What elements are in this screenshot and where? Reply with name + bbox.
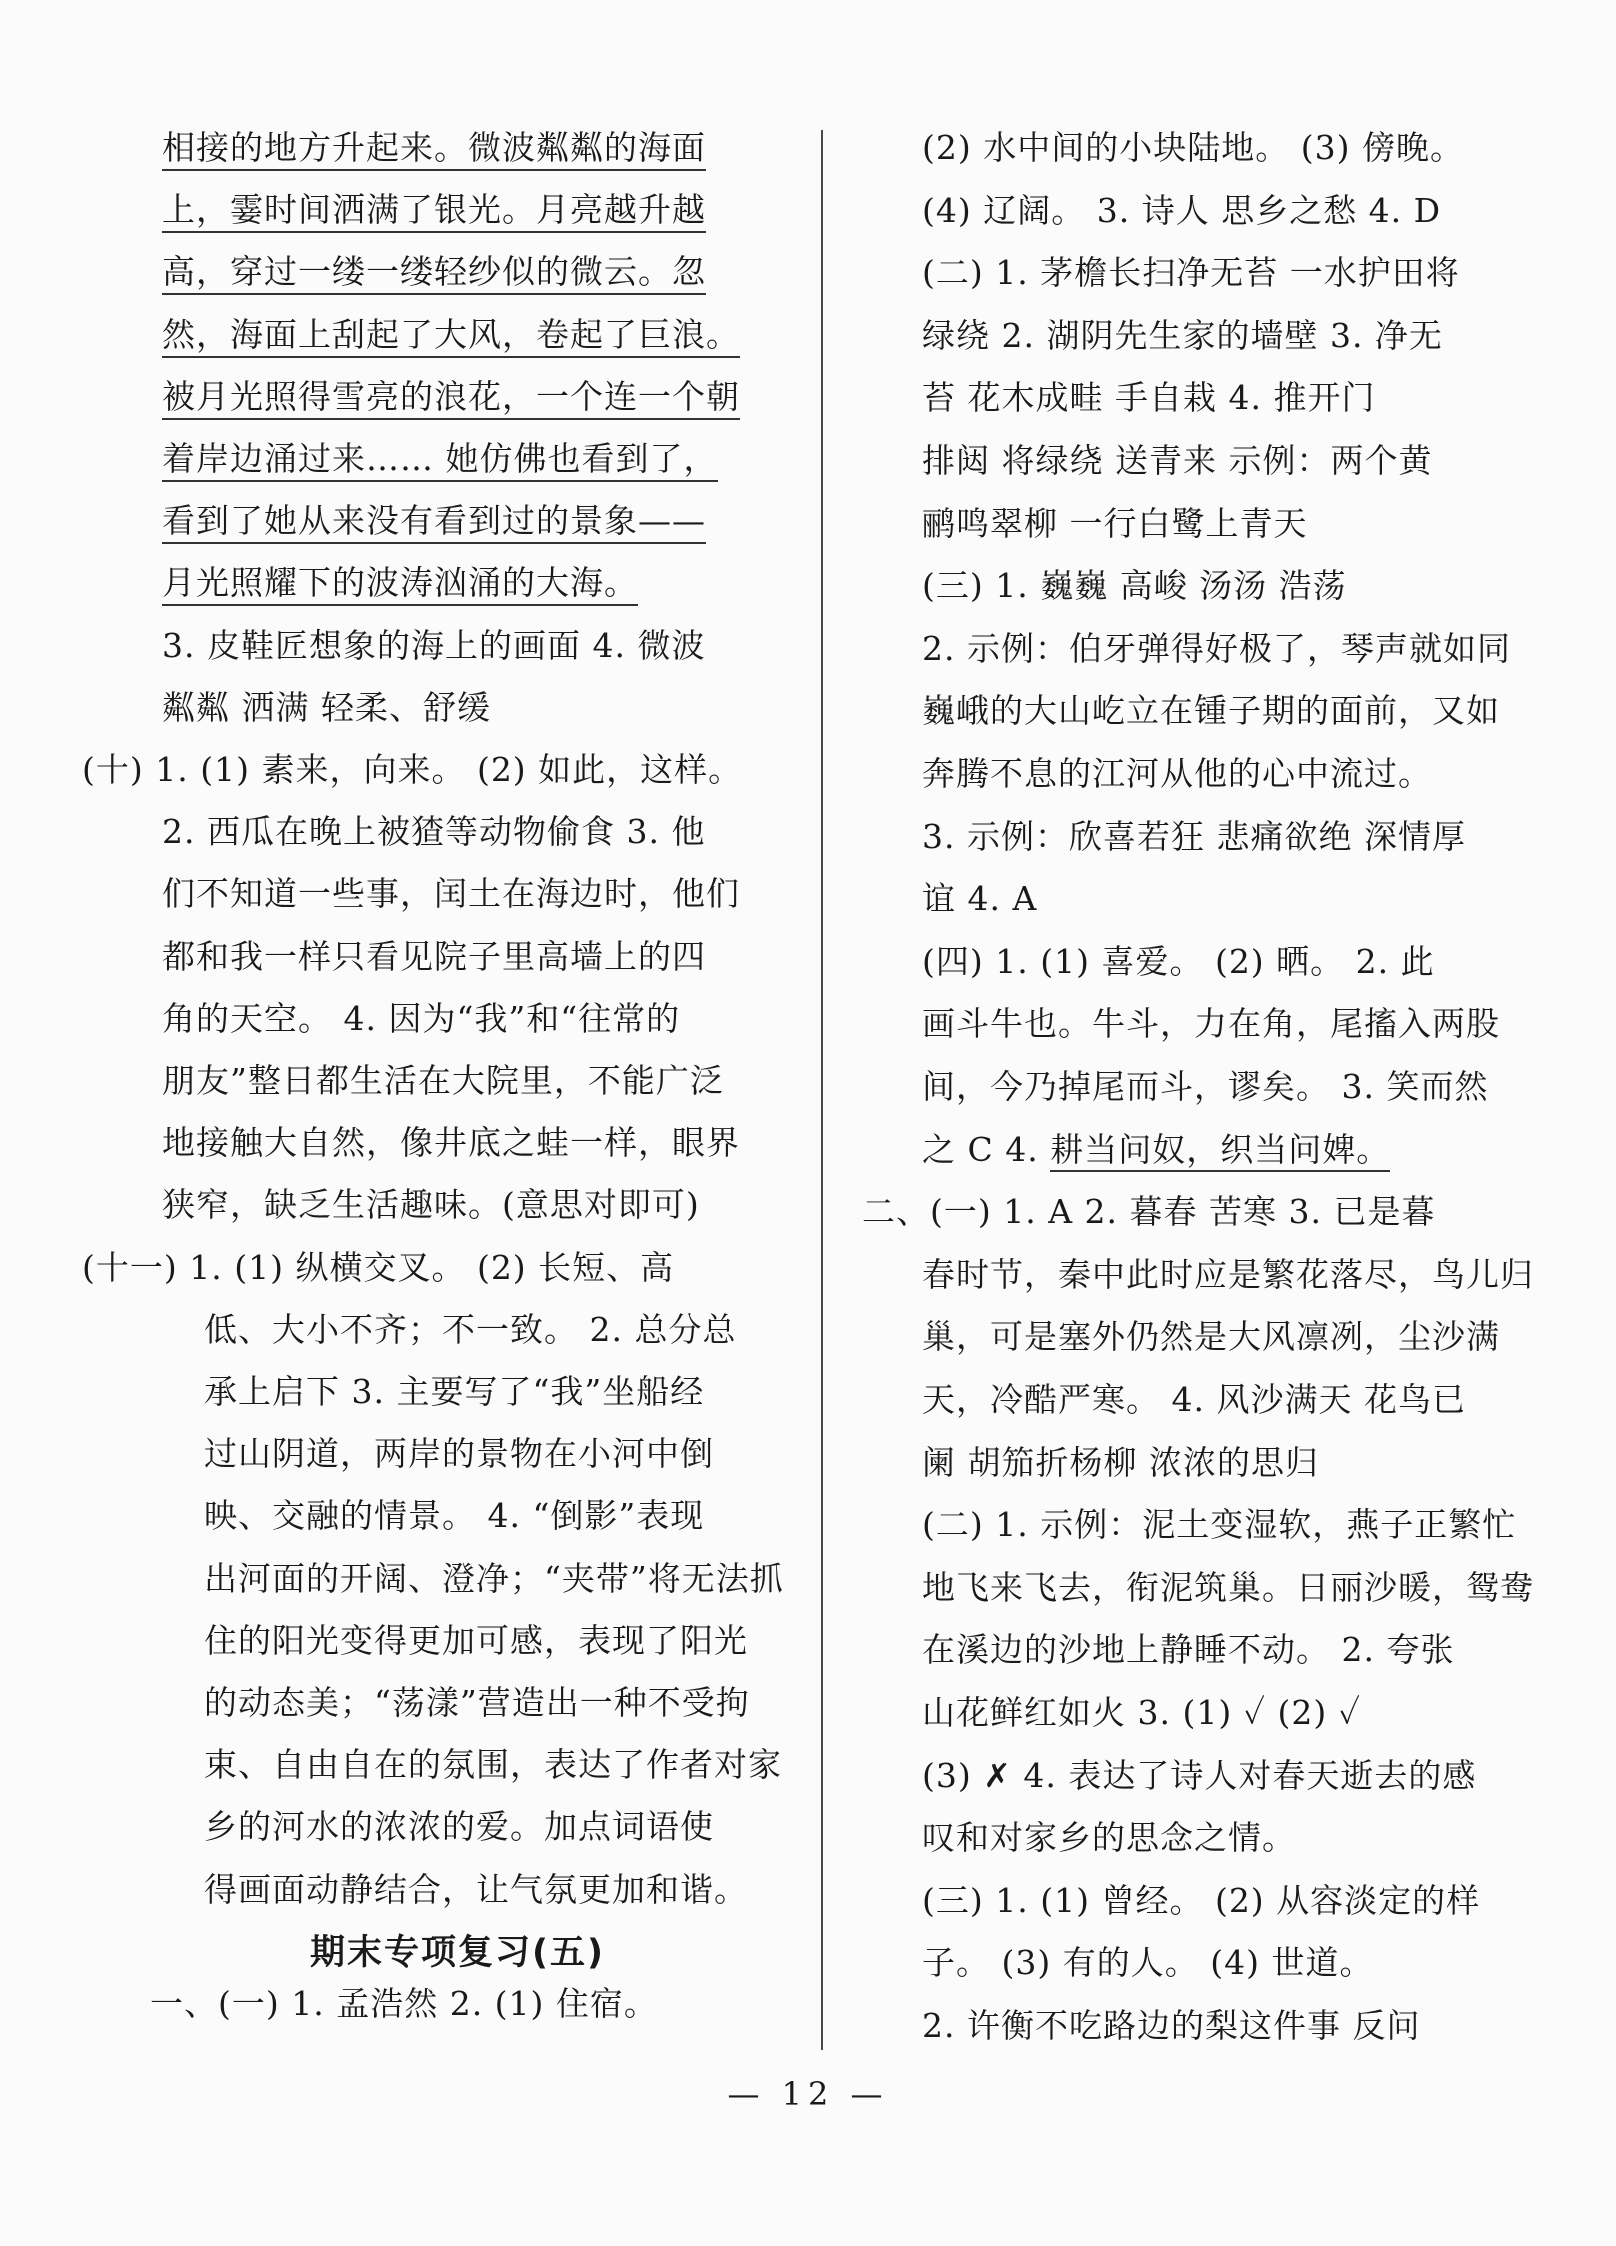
left-line: 承上启下 3. 主要写了“我”坐船经	[204, 1372, 705, 1411]
left-line: 乡的河水的浓浓的爱。加点词语使	[204, 1807, 714, 1847]
left-line: (十) 1. (1) 素来，向来。 (2) 如此，这样。	[82, 750, 743, 789]
right-line: 子。 (3) 有的人。 (4) 世道。	[922, 1943, 1374, 1983]
left-line: 粼粼 洒满 轻柔、舒缓	[162, 687, 491, 727]
left-line: 相接的地方升起来。微波粼粼的海面	[162, 128, 706, 171]
right-line: (二) 1. 示例：泥土变湿软，燕子正繁忙	[922, 1505, 1517, 1545]
right-line: 巍峨的大山屹立在锺子期的面前，又如	[922, 691, 1500, 731]
section-heading: 期末专项复习(五)	[310, 1933, 605, 1973]
left-line: 朋友”整日都生活在大院里，不能广泛	[162, 1061, 724, 1100]
right-line: 二、(一) 1. A 2. 暮春 苦寒 3. 已是暮	[862, 1192, 1436, 1232]
right-line: 奔腾不息的江河从他的心中流过。	[922, 754, 1432, 793]
column-divider	[821, 130, 823, 2050]
right-line: 谊 4. A	[922, 879, 1038, 919]
right-line: (三) 1. (1) 曾经。 (2) 从容淡定的样	[922, 1880, 1481, 1920]
left-line: 然，海面上刮起了大风，卷起了巨浪。	[162, 315, 740, 358]
right-line: (二) 1. 茅檐长扫净无苔 一水护田将	[922, 253, 1460, 293]
right-line: (3) ✗ 4. 表达了诗人对春天逝去的感	[922, 1755, 1477, 1795]
right-line: 春时节，秦中此时应是繁花落尽，鸟儿归	[922, 1254, 1534, 1294]
right-line: 山花鲜红如火 3. (1) ✓ (2) ✓	[922, 1693, 1361, 1732]
right-line: 地飞来飞去，衔泥筑巢。日丽沙暖，鸳鸯	[922, 1567, 1534, 1607]
left-line: 的动态美；“荡漾”营造出一种不受拘	[204, 1683, 750, 1722]
right-line: 2. 许衡不吃路边的梨这件事 反问	[922, 2006, 1421, 2045]
left-line: 都和我一样只看见院子里高墙上的四	[162, 936, 706, 976]
left-last-line: 一、(一) 1. 孟浩然 2. (1) 住宿。	[150, 1984, 658, 2023]
right-line: 排闼 将绿绕 送青来 示例：两个黄	[922, 441, 1433, 480]
right-line: 间，今乃掉尾而斗，谬矣。 3. 笑而然	[922, 1067, 1489, 1106]
right-line: 在溪边的沙地上静睡不动。 2. 夸张	[922, 1630, 1455, 1670]
left-line: 得画面动静结合，让气氛更加和谐。	[204, 1869, 748, 1909]
left-line: 狭窄，缺乏生活趣味。(意思对即可)	[162, 1185, 700, 1225]
left-line: 被月光照得雪亮的浪花，一个连一个朝	[162, 377, 740, 420]
left-line: 3. 皮鞋匠想象的海上的画面 4. 微波	[162, 625, 706, 665]
left-line: 高，穿过一缕一缕轻纱似的微云。忽	[162, 252, 706, 295]
left-line: 住的阳光变得更加可感，表现了阳光	[204, 1620, 748, 1660]
right-line: 2. 示例：伯牙弹得好极了，琴声就如同	[922, 628, 1511, 668]
right-line: 画斗牛也。牛斗，力在角，尾搐入两股	[922, 1004, 1500, 1044]
left-line: 过山阴道，两岸的景物在小河中倒	[204, 1434, 714, 1474]
left-line: 2. 西瓜在晚上被猹等动物偷食 3. 他	[162, 812, 706, 852]
right-line: (四) 1. (1) 喜爱。 (2) 晒。 2. 此	[922, 941, 1435, 981]
left-line: 低、大小不齐；不一致。 2. 总分总	[204, 1309, 737, 1349]
left-line: 束、自由自在的氛围，表达了作者对家	[204, 1745, 782, 1785]
left-line: 着岸边涌过来…… 她仿佛也看到了，	[162, 439, 718, 482]
left-line: 地接触大自然，像井底之蛙一样，眼界	[162, 1123, 740, 1163]
left-line: 月光照耀下的波涛汹涌的大海。	[162, 563, 638, 606]
right-line: 3. 示例：欣喜若狂 悲痛欲绝 深情厚	[922, 816, 1466, 856]
right-line: 鹂鸣翠柳 一行白鹭上青天	[922, 503, 1308, 543]
right-line: (三) 1. 巍巍 高峻 汤汤 浩荡	[922, 566, 1347, 606]
right-line: 叹和对家乡的思念之情。	[922, 1818, 1296, 1858]
page-number: — 12 —	[727, 2075, 889, 2113]
left-line: 映、交融的情景。 4. “倒影”表现	[204, 1496, 705, 1536]
right-line: 绿绕 2. 湖阴先生家的墙壁 3. 净无	[922, 315, 1443, 355]
right-line: 巢，可是塞外仍然是大风凛冽，尘沙满	[922, 1317, 1500, 1357]
right-line: (2) 水中间的小块陆地。 (3) 傍晚。	[922, 128, 1464, 167]
left-line: 们不知道一些事，闰土在海边时，他们	[162, 874, 740, 914]
left-line: (十一) 1. (1) 纵横交叉。 (2) 长短、高	[82, 1247, 675, 1287]
right-line: 之 C 4. 耕当问奴，织当问婢。	[922, 1130, 1390, 1170]
left-line: 上，霎时间洒满了银光。月亮越升越	[162, 190, 706, 233]
left-line: 角的天空。 4. 因为“我”和“往常的	[162, 998, 681, 1038]
right-line: 苔 花木成畦 手自栽 4. 推开门	[922, 378, 1376, 418]
right-line: (4) 辽阔。 3. 诗人 思乡之愁 4. D	[922, 190, 1442, 230]
underlined-answer: 耕当问奴，织当问婢。	[1050, 1130, 1390, 1172]
right-line: 天，冷酷严寒。 4. 风沙满天 花鸟已	[922, 1380, 1466, 1419]
left-line: 出河面的开阔、澄净；“夹带”将无法抓	[204, 1558, 784, 1598]
left-line: 看到了她从来没有看到过的景象——	[162, 501, 706, 544]
right-line: 阑 胡笳折杨柳 浓浓的思归	[922, 1442, 1319, 1482]
